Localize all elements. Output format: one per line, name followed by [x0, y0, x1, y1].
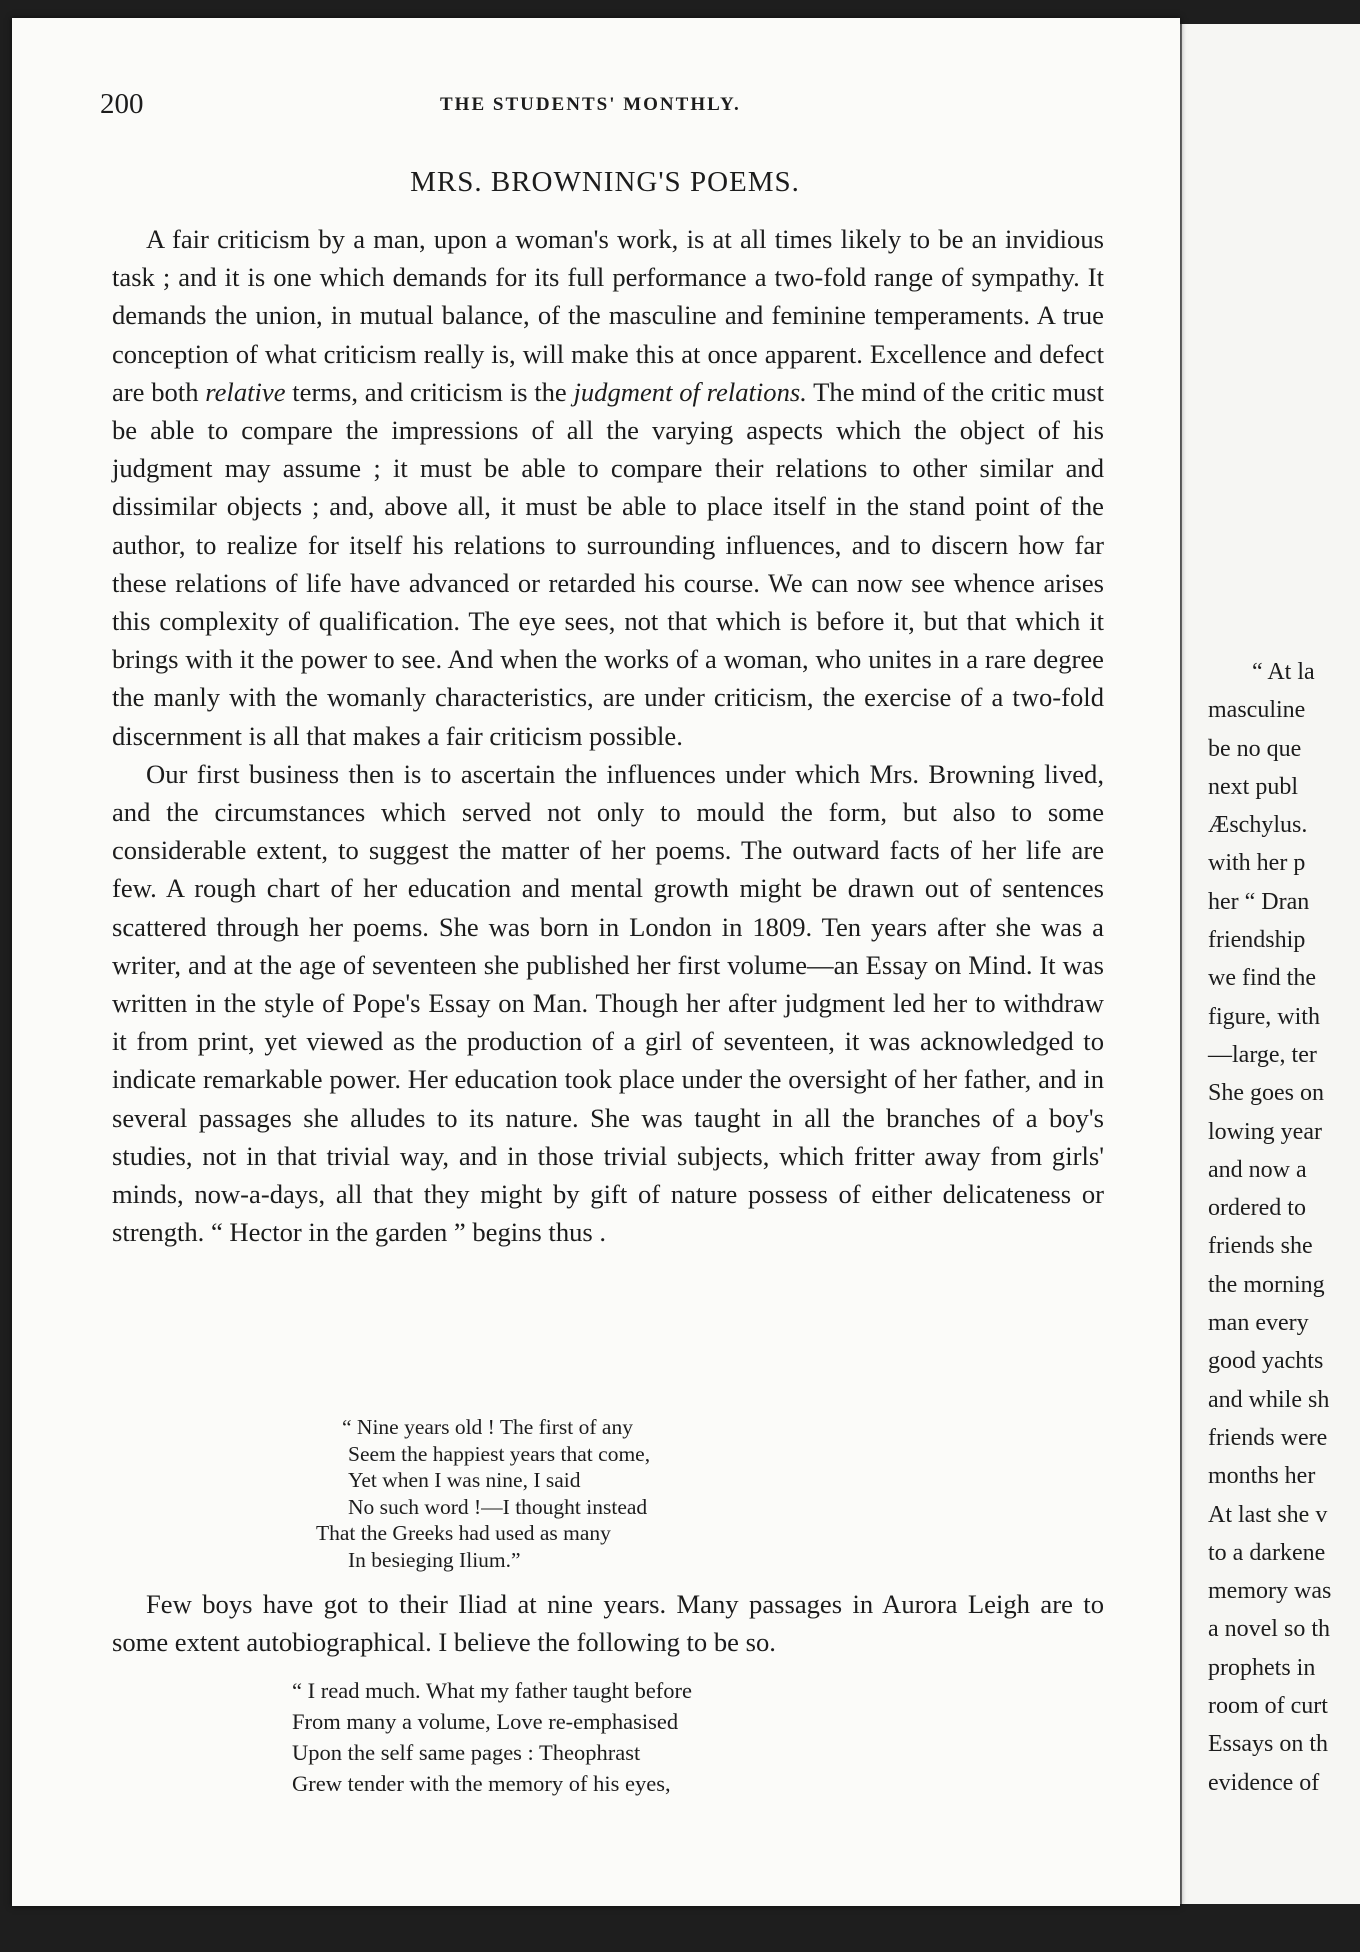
- facing-page-line: her “ Dran: [1208, 888, 1310, 915]
- facing-page-line: the morning: [1208, 1271, 1325, 1298]
- facing-page-line: friends were: [1208, 1424, 1328, 1451]
- facing-page-line: we find the: [1208, 965, 1316, 992]
- facing-page-line: room of curt: [1208, 1693, 1328, 1720]
- article-body: [112, 220, 1104, 1251]
- facing-page-line: At last she v: [1208, 1501, 1328, 1528]
- facing-page-line: be no que: [1208, 735, 1302, 762]
- verse-quote-2: [292, 1675, 692, 1799]
- facing-page-line: and while sh: [1208, 1386, 1330, 1413]
- facing-page-line: figure, with: [1208, 1003, 1320, 1030]
- facing-page-line: friends she: [1208, 1233, 1313, 1260]
- verse-line: “ Nine years old ! The first of any: [342, 1415, 633, 1439]
- facing-page-line: masculine: [1208, 697, 1306, 724]
- facing-page-line: to a darkene: [1208, 1539, 1326, 1566]
- italic-judgment: judgment of relations.: [573, 376, 807, 407]
- journal-title: THE STUDENTS' MONTHLY.: [440, 94, 741, 115]
- page-number: 200: [100, 88, 144, 120]
- facing-page-line: and now a: [1208, 1156, 1307, 1183]
- running-head: [100, 88, 1100, 128]
- verse-line: Grew tender with the memory of his eyes,: [292, 1771, 671, 1796]
- paragraph-1: [112, 220, 1104, 755]
- verse-line: Upon the self same pages : Theophrast: [292, 1740, 641, 1765]
- italic-relative: relative: [205, 376, 286, 407]
- article-title: MRS. BROWNING'S POEMS.: [410, 166, 800, 198]
- paragraph-3: Few boys have got to their Iliad at nine years. Many passages in Aurora Leigh are to some extent autobiographical. I believe the following to be so.: [112, 1589, 1104, 1657]
- facing-page-line: next publ: [1208, 773, 1298, 800]
- paragraph-1-text-a: A fair criticism by a man, upon a woman's work, is at all times likely to be an invidious task ; and it is one which demands for its full performance a two-fold range of sympathy. It demands the union, in mutual balance, of the masculine and feminine temperaments. A true conception of what criticism really is, will make this at once apparent. Excellence and defect are both: [112, 224, 1104, 407]
- verse-line: From many a volume, Love re-emphasised: [292, 1709, 679, 1734]
- verse-line: Yet when I was nine, I said: [348, 1468, 581, 1492]
- paragraph-2: Our first business then is to ascertain the influences under which Mrs. Browning lived, and the circumstances which served not only to mould the form, but also to some considerable extent, to suggest the matter of her poems. The outward facts of her life are few. A rough chart of her education and mental growth might be drawn out of sentences scattered through her poems. She was born in London in 1809. Ten years after she was a writer, and at the age of seventeen she published her first volume—an Essay on Mind. It was written in the style of Pope's Essay on Man. Though her after judgment led her to withdraw it from print, yet viewed as the production of a girl of seventeen, it was acknowledged to indicate remarkable power. Her education took place under the oversight of her father, and in several passages she alludes to its nature. She was taught in all the branches of a boy's studies, not in that trivial way, and in those trivial subjects, which fritter away from girls' minds, now-a-days, all that they might by gift of nature possess of either delicateness or strength. “ Hector in the garden ” begins thus .: [112, 758, 1104, 1248]
- facing-page-line: evidence of: [1208, 1769, 1320, 1796]
- paragraph-1-text-b: terms, and criticism is the: [285, 376, 574, 407]
- verse-line: In besieging Ilium.”: [348, 1547, 521, 1572]
- facing-page-line: prophets in: [1208, 1654, 1316, 1681]
- facing-page-line: with her p: [1208, 850, 1306, 877]
- verse-line: “ I read much. What my father taught before: [292, 1678, 693, 1703]
- facing-page-line: ordered to: [1208, 1195, 1306, 1222]
- verse-line: Seem the happiest years that come,: [348, 1441, 651, 1466]
- facing-page-line: good yachts: [1208, 1348, 1324, 1375]
- facing-page-line: Æschylus.: [1208, 812, 1308, 839]
- facing-page-line: a novel so th: [1208, 1616, 1330, 1643]
- facing-page-line: friendship: [1208, 927, 1306, 954]
- paragraph-3-block: [112, 1585, 1104, 1661]
- facing-page-line: memory was: [1208, 1578, 1332, 1605]
- facing-page-line: man every: [1208, 1310, 1309, 1337]
- facing-page-line: Essays on th: [1208, 1731, 1328, 1758]
- paragraph-1-text-c: The mind of the critic must be able to compare the impressions of all the varying aspects which the object of his judgment may assume ; it must be able to compare their relations to other similar and dissimilar objects ; and, above all, it must be able to place itself in the stand point of the author, to realize for itself his relations to surrounding influences, and to discern how far these relations of life have advanced or retarded his course. We can now see whence arises this complexity of qualification. The eye sees, not that which is before it, but that which it brings with it the power to see. And when the works of a woman, who unites in a rare degree the manly with the womanly characteristics, are under criticism, the exercise of a two-fold discernment is all that makes a fair criticism possible.: [112, 376, 1104, 751]
- facing-page-line: “ At la: [1252, 659, 1315, 685]
- facing-page-line: months her: [1208, 1463, 1316, 1490]
- facing-page-line: lowing year: [1208, 1118, 1322, 1145]
- facing-page-text: [1208, 653, 1331, 1802]
- verse-quote-1: [316, 1414, 651, 1573]
- facing-page-line: —large, ter: [1208, 1041, 1317, 1068]
- verse-line: That the Greeks had used as many: [316, 1521, 611, 1545]
- verse-line: No such word !—I thought instead: [348, 1494, 648, 1519]
- facing-page-line: She goes on: [1208, 1080, 1324, 1107]
